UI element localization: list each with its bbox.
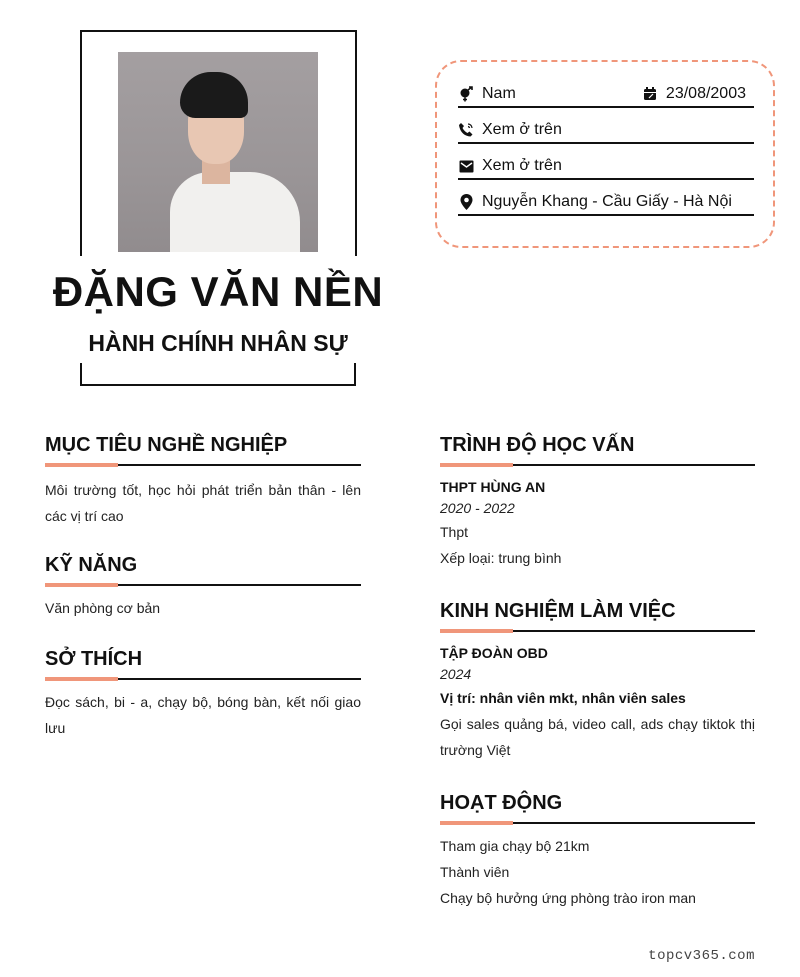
section-divider xyxy=(45,678,361,681)
education-level: Thpt xyxy=(440,524,469,540)
section-title: TRÌNH ĐỘ HỌC VẤN xyxy=(440,434,635,456)
section-skills xyxy=(45,552,361,621)
calendar-icon xyxy=(642,86,658,102)
education-grade: Xếp loại: trung bình xyxy=(440,550,562,566)
section-education xyxy=(440,432,755,571)
section-divider xyxy=(440,822,755,825)
section-divider xyxy=(45,584,361,587)
section-objective xyxy=(45,432,361,529)
section-title: SỞ THÍCH xyxy=(45,648,143,670)
activity-description: Chạy bộ hưởng ứng phòng trào iron man xyxy=(440,890,696,906)
education-school: THPT HÙNG AN xyxy=(440,479,546,495)
section-divider xyxy=(440,630,755,633)
experience-company: TẬP ĐOÀN OBD xyxy=(440,645,548,661)
envelope-icon xyxy=(458,158,474,174)
candidate-position: HÀNH CHÍNH NHÂN SỰ xyxy=(88,330,348,356)
contact-row-phone xyxy=(458,118,754,144)
contact-row-gender-birthday xyxy=(458,82,754,108)
section-divider xyxy=(440,464,755,467)
address-value: Nguyễn Khang - Cầu Giấy - Hà Nội xyxy=(482,193,732,210)
gender-icon xyxy=(458,86,474,102)
education-period: 2020 - 2022 xyxy=(440,500,515,516)
section-title: KỸ NĂNG xyxy=(45,554,138,576)
frame-border-bottom xyxy=(80,363,356,386)
objective-text: Môi trường tốt, học hỏi phát triển bản thân - lên các vị trí cao xyxy=(45,482,361,524)
birthday xyxy=(642,85,746,103)
phone-value: Xem ở trên xyxy=(482,121,562,138)
birthday-value: 23/08/2003 xyxy=(665,85,746,102)
phone-icon xyxy=(458,122,474,138)
candidate-name: ĐẶNG VĂN NỀN xyxy=(52,268,384,315)
experience-description: Gọi sales quảng bá, video call, ads chạy tiktok thị trường Việt xyxy=(440,716,755,758)
activity-name: Tham gia chạy bộ 21km xyxy=(440,838,590,854)
experience-period: 2024 xyxy=(440,666,472,682)
section-title: MỤC TIÊU NGHỀ NGHIỆP xyxy=(45,434,288,456)
skills-text: Văn phòng cơ bản xyxy=(45,600,161,616)
section-activities xyxy=(440,790,755,911)
profile-photo xyxy=(118,52,318,252)
section-hobbies xyxy=(45,646,361,741)
contact-info-box xyxy=(435,60,775,248)
gender-value: Nam xyxy=(482,85,516,102)
activity-role: Thành viên xyxy=(440,864,510,880)
experience-role: Vị trí: nhân viên mkt, nhân viên sales xyxy=(440,690,686,706)
map-pin-icon xyxy=(458,194,474,210)
section-divider xyxy=(45,464,361,467)
section-title: KINH NGHIỆM LÀM VIỆC xyxy=(440,600,676,622)
section-title: HOẠT ĐỘNG xyxy=(440,792,563,814)
hobbies-text: Đọc sách, bi - a, chạy bộ, bóng bàn, kết nối giao lưu xyxy=(45,694,361,736)
email-value: Xem ở trên xyxy=(482,157,562,174)
watermark: topcv365.com xyxy=(648,948,755,964)
contact-row-email xyxy=(458,154,754,180)
section-experience xyxy=(440,598,755,763)
contact-row-address xyxy=(458,190,754,216)
